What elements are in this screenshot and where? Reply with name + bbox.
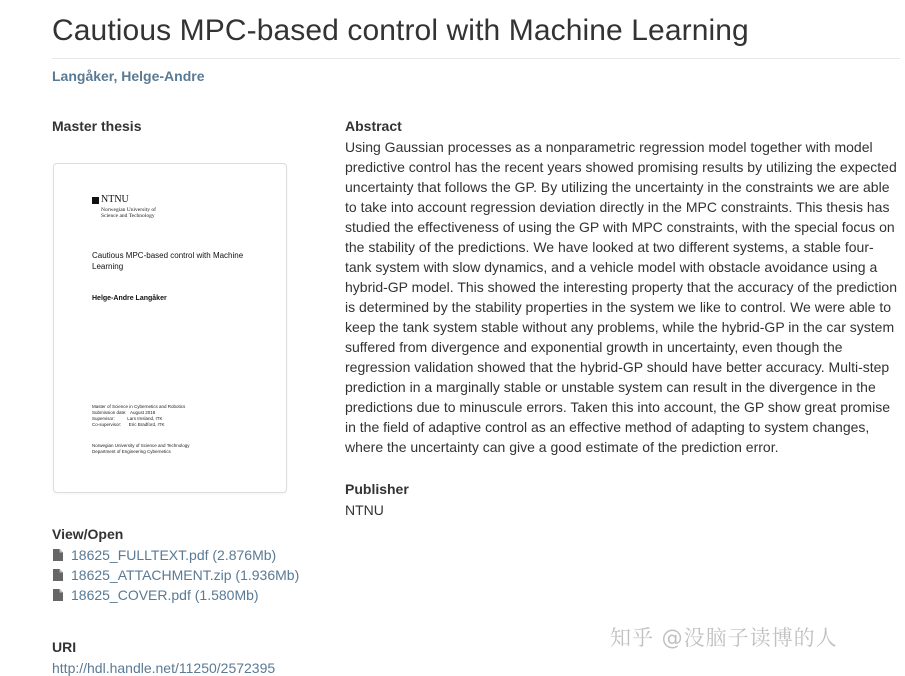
uri-link[interactable]: http://hdl.handle.net/11250/2572395	[52, 660, 276, 676]
watermark: 知乎 @没脑子读博的人	[610, 626, 838, 650]
file-link[interactable]: 18625_COVER.pdf (1.580Mb)	[71, 587, 259, 603]
abstract-text: Using Gaussian processes as a nonparametric regression model together with model predictive control has the recent years showed promising results by utilizing the expected uncertainty that follows the GP. By utilizing the uncertainty in the constraints we are able to take into account regression deviation directly in the MPC constraints. This thesis has studied the effectiveness of using the GP with MPC constraints, with the special focus on the stability of the predictions. We have looked at two different systems, a stable four-tank system with slow dynamics, and a vehicle model with obstacle avoidance using a hybrid-GP model. This showed the interesting property that the accuracy of the prediction is determined by the stability properties in the system we like to control. We were able to keep the tank system stable without any problems, while the hybrid-GP in the car system suffered from divergence and exponential growth in uncertainty, even though the regression validation showed that the hybrid-GP should have better accuracy. Multi-step prediction in a marginally stable or unstable system can result in the divergence in the predictions due to minuscule errors. Taken this into account, the GP show great promise in the field of adaptive control as an effective method of adapting to system changes, where the uncertainty can give a good estimate of the prediction error.	[345, 139, 898, 455]
cover-footer-line: Norwegian University of Science and Technology	[92, 443, 190, 448]
file-icon	[53, 589, 63, 601]
cover-meta-line: Submission date: August 2018	[92, 410, 156, 415]
file-item[interactable]	[53, 565, 299, 585]
file-list	[53, 545, 299, 605]
logo-subtitle-1: Norwegian University of	[101, 207, 156, 213]
cover-title: Cautious MPC-based control with Machine Learning	[92, 251, 244, 271]
author-link[interactable]: Langåker, Helge-Andre	[52, 68, 205, 84]
cover-meta-line: Co-supervisor: Eric Bradford, ITK	[92, 422, 165, 427]
file-item[interactable]	[53, 545, 299, 565]
cover-meta	[92, 404, 272, 428]
cover-footer	[92, 443, 272, 455]
file-icon	[53, 569, 63, 581]
file-icon	[53, 549, 63, 561]
item-type-label: Master thesis	[52, 118, 142, 134]
title-divider	[52, 58, 900, 59]
cover-footer-line: Department of Engineering Cybernetics	[92, 449, 171, 454]
page-title: Cautious MPC-based control with Machine Learning	[52, 14, 749, 47]
thesis-cover-thumbnail[interactable]	[53, 163, 287, 493]
ntnu-logo-icon	[92, 197, 99, 204]
logo-subtitle-2: Science and Technology	[101, 213, 155, 219]
file-link[interactable]: 18625_FULLTEXT.pdf (2.876Mb)	[71, 547, 277, 563]
file-link[interactable]: 18625_ATTACHMENT.zip (1.936Mb)	[71, 567, 300, 583]
cover-meta-line: Supervisor: Lars Imsland, ITK	[92, 416, 163, 421]
abstract-label: Abstract	[345, 118, 402, 134]
cover-author: Helge-Andre Langåker	[92, 295, 167, 302]
uri-label: URI	[52, 639, 77, 655]
publisher-label: Publisher	[345, 481, 409, 497]
publisher-value: NTNU	[345, 502, 384, 518]
file-item[interactable]	[53, 585, 299, 605]
view-open-label: View/Open	[52, 526, 124, 542]
cover-meta-line: Master of Science in Cybernetics and Robotics	[92, 404, 186, 409]
logo-text: NTNU	[101, 194, 129, 205]
ntnu-logo	[92, 195, 156, 219]
